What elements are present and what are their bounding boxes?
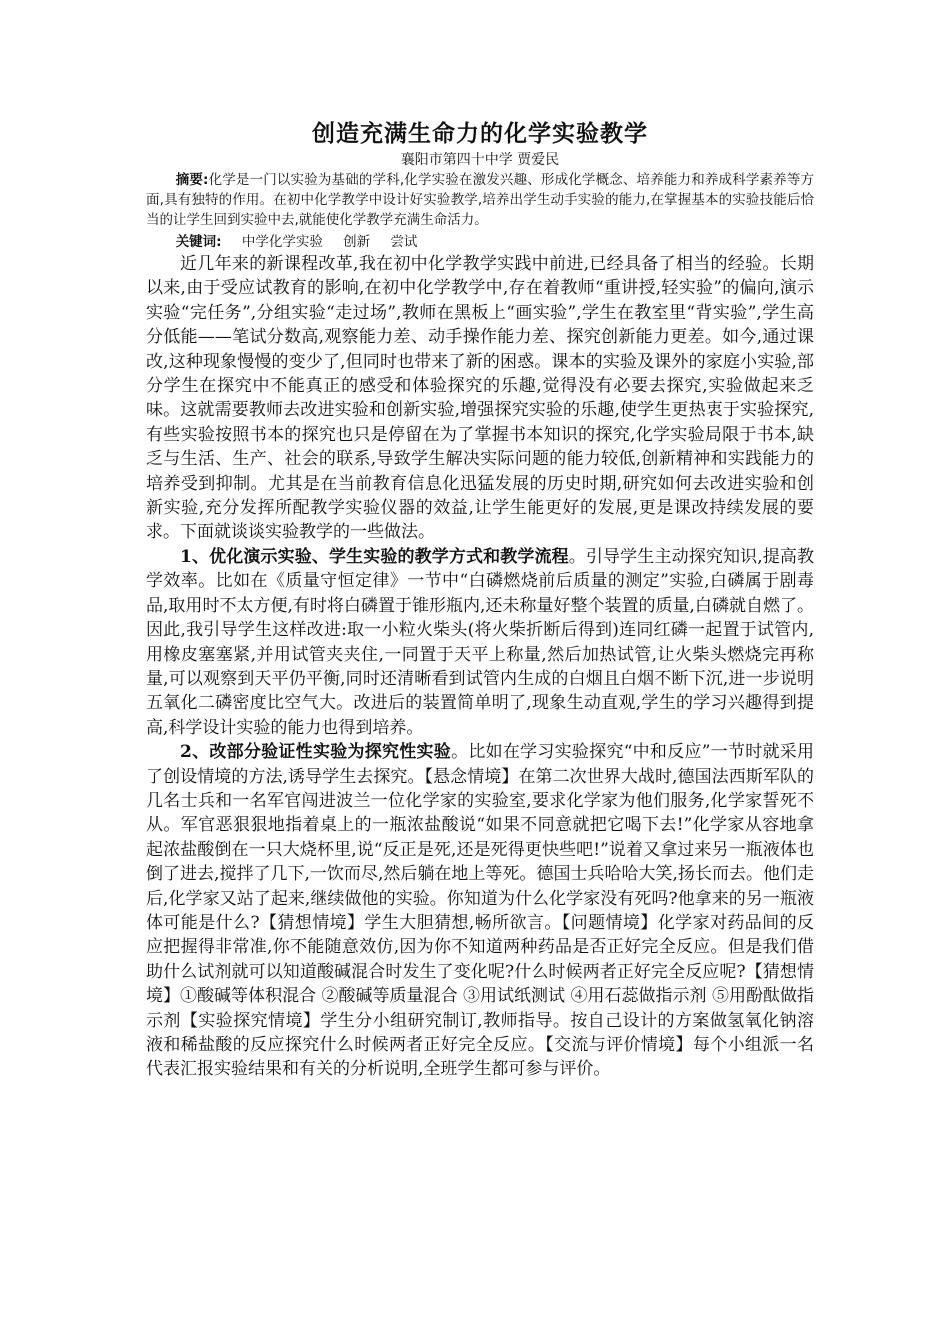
- paragraph-text: 。引导学生主动探究知识,提高教学效率。比如在《质量守恒定律》一节中“白磷燃烧前后质量的测定”实验,白磷属于剧毒品,取用时不太方便,有时将白磷置于锥形瓶内,还未称量好整个装置的质量,白磷就自燃了。因此,我引导学生这样改进:取一小粒火柴头(将火柴折断后得到)连同红磷一起置于试管内,用橡皮塞塞紧,并用试管夹夹住,一同置于天平上称量,然后加热试管,让火柴头燃烧完再称量,可以观察到天平仍平衡,同时还清晰看到试管内生成的白烟且白烟不断下沉,进一步说明五氧化二磷密度比空气大。改进后的装置简单明了,现象生动直观,学生的学习兴趣得到提高,科学设计实验的能力也得到培养。: [146, 546, 815, 738]
- section-heading: 2、改部分验证性实验为探究性实验: [180, 742, 452, 763]
- body-paragraph-section-1: [146, 545, 814, 740]
- keywords: [146, 232, 814, 252]
- keyword-item: 创新: [343, 234, 371, 250]
- keyword-item: 尝试: [390, 234, 418, 250]
- abstract-label: 摘要:: [175, 172, 209, 188]
- keyword-item: 中学化学实验: [241, 234, 323, 250]
- paragraph-text: 。比如在学习实验探究“中和反应”一节时就采用了创设情境的方法,诱导学生去探究。【悬念情境】在第二次世界大战时,德国法西斯军队的几名士兵和一名军官闯进波兰一位化学家的实验室,要求化学家为他们服务,化学家誓死不从。军官恶狠狠地指着桌上的一瓶浓盐酸说“如果不同意就把它喝下去!”化学家从容地拿起浓盐酸倒在一只大烧杯里,说“反正是死,还是死得更快些吧!”说着又拿过来另一瓶液体也倒了进去,搅拌了几下,一饮而尽,然后躺在地上等死。德国士兵哈哈大笑,扬长而去。他们走后,化学家又站了起来,继续做他的实验。你知道为什么化学家没有死吗?他拿来的另一瓶液体可能是什么?【猜想情境】学生大胆猜想,畅所欲言。【问题情境】化学家对药品间的反应把握得非常准,你不能随意效仿,因为你不知道两种药品是否正好完全反应。但是我们借助什么试剂就可以知道酸碱混合时发生了变化呢?什么时候两者正好完全反应呢?【猜想情境】①酸碱等体积混合 ②酸碱等质量混合 ③用试纸测试 ④用石蕊做指示剂 ⑤用酚酞做指示剂【实验探究情境】学生分小组研究制订,教师指导。按自己设计的方案做氢氧化钠溶液和稀盐酸的反应探究什么时候两者正好完全反应。【交流与评价情境】每个小组派一名代表汇报实验结果和有关的分析说明,全班学生都可参与评价。: [146, 742, 814, 1080]
- abstract-text: 化学是一门以实验为基础的学科,化学实验在激发兴趣、形成化学概念、培养能力和养成科学素养等方面,具有独特的作用。在初中化学教学中设计好实验教学,培养出学生动手实验的能力,在掌握基本的实验技能后恰当的让学生回到实验中去,就能使化学教学充满生命活力。: [146, 172, 814, 228]
- section-heading: 1、优化演示实验、学生实验的教学方式和教学流程: [180, 546, 569, 567]
- body-paragraph-intro: [146, 252, 814, 545]
- abstract: [146, 170, 814, 230]
- keywords-label: 关键词:: [175, 234, 222, 250]
- author-line: 襄阳市第四十中学 贾爱民: [400, 152, 560, 168]
- document-title: 创造充满生命力的化学实验教学: [312, 121, 648, 147]
- document-page: [146, 118, 814, 1082]
- paragraph-text: 近几年来的新课程改革,我在初中化学教学实践中前进,已经具备了相当的经验。长期以来,由于受应试教育的影响,在初中化学教学中,存在着教师“重讲授,轻实验”的偏向,演示实验“完任务”,分组实验“走过场”,教师在黑板上“画实验”,学生在教室里“背实验”,学生高分低能——笔试分数高,观察能力差、动手操作能力差、探究创新能力更差。如今,通过课改,这种现象慢慢的变少了,但同时也带来了新的困惑。课本的实验及课外的家庭小实验,部分学生在探究中不能真正的感受和体验探究的乐趣,觉得没有必要去探究,实验做起来乏味。这就需要教师去改进实验和创新实验,增强探究实验的乐趣,使学生更热衷于实验探究,有些实验按照书本的探究也只是停留在为了掌握书本知识的探究,化学实验局限于书本,缺乏与生活、生产、社会的联系,导致学生解决实际问题的能力较低,创新精神和实践能力的培养受到抑制。尤其是在当前教育信息化迅猛发展的历史时期,研究如何去改进实验和创新实验,充分发挥所配教学实验仪器的效益,让学生能更好的发展,更是课改持续发展的要求。下面就谈谈实验教学的一些做法。: [146, 254, 814, 543]
- body-paragraph-section-2: [146, 740, 814, 1082]
